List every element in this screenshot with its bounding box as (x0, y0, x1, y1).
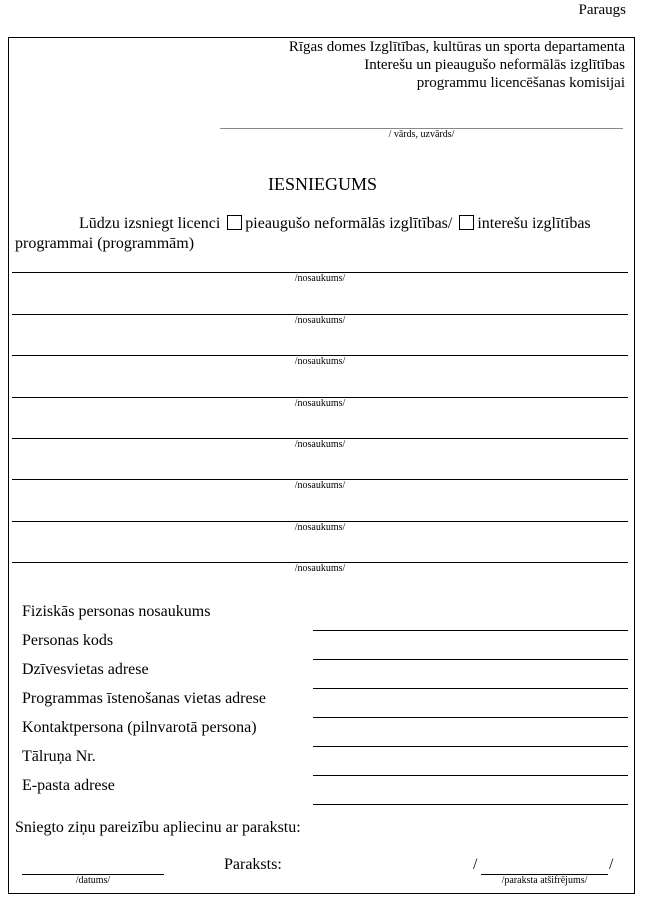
email-field[interactable] (313, 804, 628, 805)
program-caption: /nosaukums/ (294, 563, 346, 574)
request-paragraph (15, 214, 625, 254)
field-label-phone: Tālruņa Nr. (22, 748, 96, 765)
program-caption: /nosaukums/ (294, 356, 346, 367)
field-label-contact-person: Kontaktpersona (pilnvarotā persona) (22, 719, 257, 736)
date-caption: /datums/ (75, 875, 111, 886)
residence-address-field[interactable] (313, 688, 628, 689)
program-address-field[interactable] (313, 717, 628, 718)
recipient-line-1: Rīgas domes Izglītības, kultūras un sporta departamenta (288, 39, 625, 55)
slash-left: / (473, 856, 478, 873)
option-adult-education: pieaugušo neformālās izglītības/ (245, 215, 453, 232)
field-label-personal-code: Personas kods (22, 632, 114, 649)
program-caption: /nosaukums/ (294, 398, 346, 409)
sample-label: Paraugs (578, 2, 626, 18)
field-label-entity-name: Fiziskās personas nosaukums (22, 603, 211, 620)
request-text-before: Lūdzu izsniegt licenci (79, 215, 221, 232)
option-interest-education: interešu izglītības (477, 215, 591, 232)
phone-field[interactable] (313, 775, 628, 776)
program-caption: /nosaukums/ (294, 522, 346, 533)
checkbox-adult-education[interactable] (227, 215, 242, 230)
signature-label: Paraksts: (224, 856, 282, 873)
program-caption: /nosaukums/ (294, 273, 346, 284)
contact-person-field[interactable] (313, 746, 628, 747)
document-title: IESNIEGUMS (267, 174, 377, 194)
recipient-line-3: programmu licencēšanas komisijai (416, 75, 625, 91)
form-frame (8, 37, 635, 894)
confirmation-text: Sniegto ziņu pareizību apliecinu ar parakstu: (15, 819, 301, 836)
field-label-program-address: Programmas īstenošanas vietas adrese (22, 690, 266, 707)
applicant-name-caption: / vārds, uzvārds/ (388, 129, 455, 140)
signature-decoding-caption: /paraksta atšifrējums/ (501, 875, 588, 886)
slash-right: / (609, 856, 614, 873)
recipient-line-2: Interešu un pieaugušo neformālās izglītības (364, 57, 625, 73)
program-caption: /nosaukums/ (294, 480, 346, 491)
program-caption: /nosaukums/ (294, 439, 346, 450)
field-label-email: E-pasta adrese (22, 777, 115, 794)
checkbox-interest-education[interactable] (459, 215, 474, 230)
personal-code-field[interactable] (313, 659, 628, 660)
field-label-residence-address: Dzīvesvietas adrese (22, 661, 149, 678)
entity-name-field[interactable] (313, 630, 628, 631)
request-text-after: programmai (programmām) (15, 235, 195, 252)
program-caption: /nosaukums/ (294, 315, 346, 326)
